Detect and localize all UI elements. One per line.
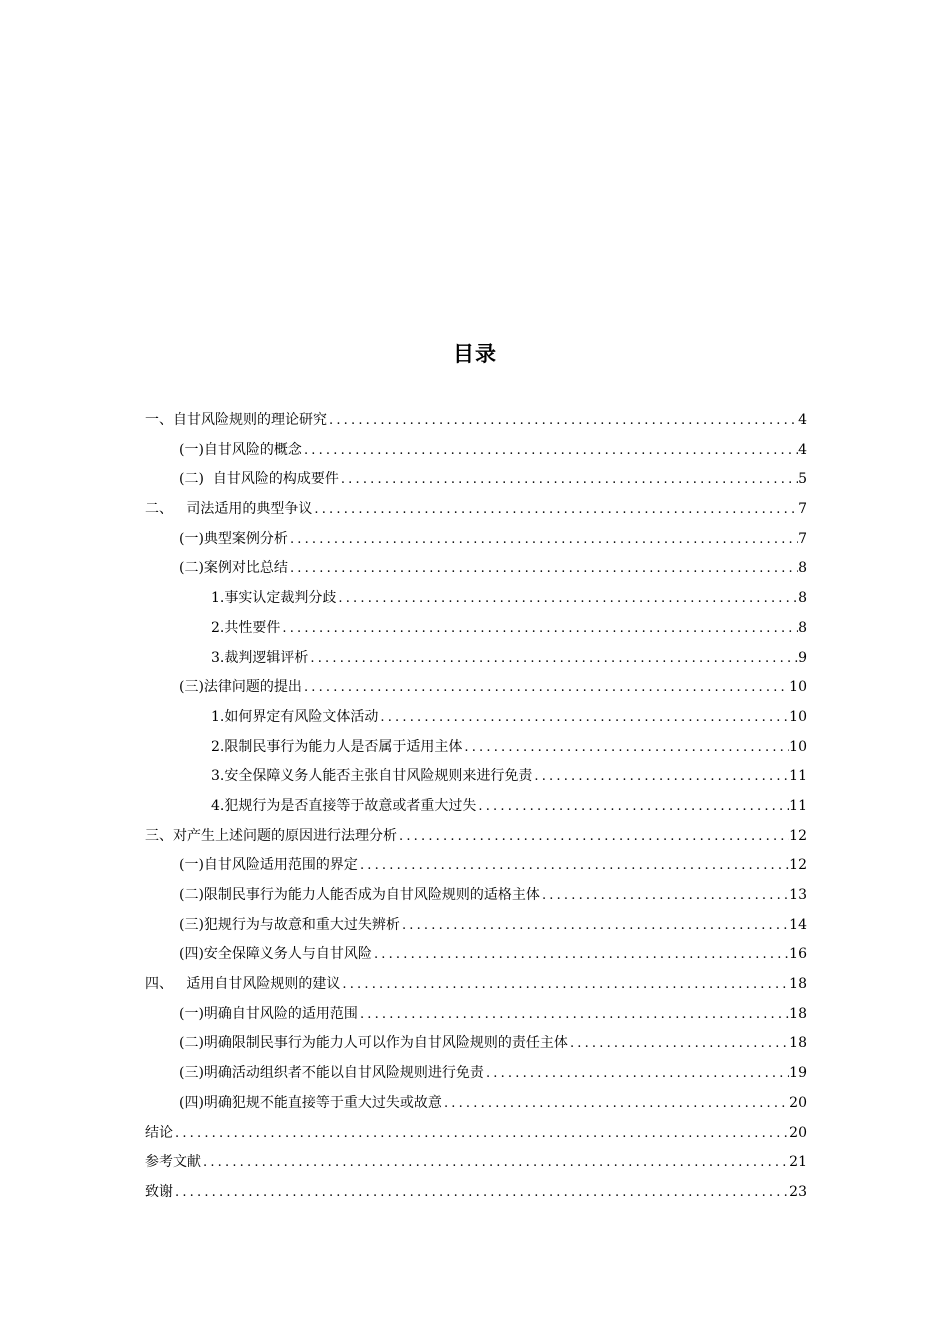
toc-entry[interactable] bbox=[145, 1148, 807, 1178]
toc-entry-label: 4.犯规行为是否直接等于故意或者重大过失 bbox=[211, 797, 477, 814]
toc-dot-leader bbox=[358, 851, 789, 881]
toc-entry-page-number: 13 bbox=[789, 887, 807, 903]
toc-entry[interactable] bbox=[145, 465, 807, 495]
toc-dot-leader bbox=[302, 673, 789, 703]
toc-dot-leader bbox=[327, 406, 798, 436]
toc-dot-leader bbox=[397, 822, 789, 852]
toc-entry-label: 致谢 bbox=[145, 1183, 173, 1200]
toc-entry-label: (三)犯规行为与故意和重大过失辨析 bbox=[179, 916, 400, 933]
toc-entry-label: (三)法律问题的提出 bbox=[179, 679, 302, 696]
toc-entry-label: (一)自甘风险适用范围的界定 bbox=[179, 857, 358, 874]
toc-dot-leader bbox=[336, 584, 798, 614]
toc-dot-leader bbox=[302, 436, 798, 466]
toc-entry[interactable] bbox=[145, 614, 807, 644]
toc-entry[interactable] bbox=[145, 673, 807, 703]
toc-entry-page-number: 12 bbox=[789, 827, 807, 844]
toc-entry-page-number: 19 bbox=[789, 1065, 807, 1082]
table-of-contents bbox=[145, 406, 807, 1208]
toc-entry-page-number: 14 bbox=[789, 916, 807, 933]
toc-entry-label: (一)明确自甘风险的适用范围 bbox=[179, 1005, 358, 1022]
toc-entry-label: 3.裁判逻辑评析 bbox=[211, 649, 309, 666]
toc-entry-label: (二)案例对比总结 bbox=[179, 560, 288, 577]
toc-entry-page-number: 8 bbox=[798, 590, 807, 607]
toc-entry[interactable] bbox=[145, 703, 807, 733]
toc-entry-label: (三)明确活动组织者不能以自甘风险规则进行免责 bbox=[179, 1065, 484, 1082]
toc-entry-page-number: 7 bbox=[798, 501, 807, 518]
toc-entry[interactable] bbox=[145, 911, 807, 941]
toc-entry-page-number: 10 bbox=[789, 738, 807, 755]
toc-entry-page-number: 20 bbox=[789, 1124, 807, 1141]
toc-entry[interactable] bbox=[145, 644, 807, 674]
toc-entry-label: (一)自甘风险的概念 bbox=[179, 441, 302, 458]
toc-entry-label: (二)明确限制民事行为能力人可以作为自甘风险规则的责任主体 bbox=[179, 1035, 568, 1052]
toc-entry-page-number: 20 bbox=[789, 1094, 807, 1111]
toc-entry[interactable] bbox=[145, 970, 807, 1000]
toc-entry[interactable] bbox=[145, 1178, 807, 1208]
toc-entry[interactable] bbox=[145, 792, 807, 822]
toc-entry[interactable] bbox=[145, 851, 807, 881]
toc-entry-page-number: 11 bbox=[789, 797, 807, 814]
toc-dot-leader bbox=[280, 614, 798, 644]
toc-entry-label: 2.共性要件 bbox=[211, 619, 281, 636]
toc-entry-page-number: 10 bbox=[789, 679, 807, 696]
toc-entry[interactable] bbox=[145, 495, 807, 525]
toc-entry[interactable] bbox=[145, 525, 807, 555]
toc-entry-page-number: 21 bbox=[789, 1154, 807, 1171]
toc-entry-page-number: 4 bbox=[798, 441, 807, 458]
toc-entry-page-number: 8 bbox=[798, 560, 807, 577]
toc-entry-label: (一)典型案例分析 bbox=[179, 530, 288, 547]
toc-entry-page-number: 18 bbox=[789, 976, 807, 993]
toc-dot-leader bbox=[288, 554, 798, 584]
toc-dot-leader bbox=[358, 1000, 789, 1030]
toc-entry-page-number: 16 bbox=[789, 946, 807, 963]
toc-entry-label: 一、自甘风险规则的理论研究 bbox=[145, 412, 327, 428]
toc-dot-leader bbox=[442, 1089, 789, 1119]
toc-entry-page-number: 5 bbox=[798, 471, 807, 488]
toc-dot-leader bbox=[288, 525, 798, 555]
toc-entry[interactable] bbox=[145, 1089, 807, 1119]
toc-entry-page-number: 12 bbox=[789, 857, 807, 874]
toc-entry-page-number: 8 bbox=[798, 619, 807, 636]
toc-entry[interactable] bbox=[145, 1119, 807, 1149]
toc-dot-leader bbox=[462, 733, 789, 763]
toc-entry[interactable] bbox=[145, 436, 807, 466]
toc-entry-label: 3.安全保障义务人能否主张自甘风险规则来进行免责 bbox=[211, 768, 533, 785]
toc-entry-label: 三、对产生上述问题的原因进行法理分析 bbox=[145, 827, 397, 844]
toc-dot-leader bbox=[201, 1148, 789, 1178]
toc-entry-label: 1.事实认定裁判分歧 bbox=[211, 590, 337, 607]
toc-entry-label: 二、 司法适用的典型争议 bbox=[145, 501, 313, 518]
toc-entry-page-number: 11 bbox=[789, 768, 807, 785]
toc-entry-label: 2.限制民事行为能力人是否属于适用主体 bbox=[211, 738, 463, 755]
toc-entry-label: 结论 bbox=[145, 1124, 173, 1141]
toc-entry-page-number: 10 bbox=[789, 708, 807, 725]
toc-entry-page-number: 18 bbox=[789, 1035, 807, 1052]
toc-entry[interactable] bbox=[145, 1059, 807, 1089]
toc-title: 目录 bbox=[453, 342, 497, 366]
toc-entry[interactable] bbox=[145, 822, 807, 852]
toc-dot-leader bbox=[308, 644, 798, 674]
toc-dot-leader bbox=[476, 792, 789, 822]
toc-dot-leader bbox=[173, 1178, 789, 1208]
toc-entry[interactable] bbox=[145, 1000, 807, 1030]
toc-entry[interactable] bbox=[145, 584, 807, 614]
toc-entry[interactable] bbox=[145, 406, 807, 436]
toc-entry[interactable] bbox=[145, 940, 807, 970]
toc-entry-label: (二)限制民事行为能力人能否成为自甘风险规则的适格主体 bbox=[179, 887, 540, 903]
toc-dot-leader bbox=[173, 1119, 789, 1149]
toc-entry[interactable] bbox=[145, 733, 807, 763]
toc-dot-leader bbox=[532, 762, 789, 792]
toc-entry-label: (四)明确犯规不能直接等于重大过失或故意 bbox=[179, 1094, 442, 1111]
toc-entry-page-number: 23 bbox=[789, 1183, 807, 1200]
toc-dot-leader bbox=[372, 940, 789, 970]
toc-dot-leader bbox=[568, 1029, 789, 1059]
toc-entry-label: 1.如何界定有风险文体活动 bbox=[211, 708, 379, 725]
toc-dot-leader bbox=[378, 703, 789, 733]
toc-dot-leader bbox=[340, 970, 789, 1000]
toc-dot-leader bbox=[312, 495, 798, 525]
toc-dot-leader bbox=[540, 881, 789, 911]
toc-entry[interactable] bbox=[145, 881, 807, 911]
toc-entry[interactable] bbox=[145, 762, 807, 792]
toc-entry-page-number: 9 bbox=[798, 649, 807, 666]
toc-entry[interactable] bbox=[145, 1029, 807, 1059]
toc-dot-leader bbox=[400, 911, 789, 941]
toc-entry-page-number: 7 bbox=[798, 530, 807, 547]
toc-entry-label: (二) 自甘风险的构成要件 bbox=[179, 471, 339, 488]
toc-entry-label: (四)安全保障义务人与自甘风险 bbox=[179, 946, 372, 963]
toc-entry-label: 四、 适用自甘风险规则的建议 bbox=[145, 976, 341, 993]
toc-dot-leader bbox=[339, 465, 798, 495]
toc-dot-leader bbox=[484, 1059, 789, 1089]
toc-entry[interactable] bbox=[145, 554, 807, 584]
toc-entry-page-number: 4 bbox=[798, 412, 807, 428]
toc-entry-page-number: 18 bbox=[789, 1005, 807, 1022]
toc-entry-label: 参考文献 bbox=[145, 1154, 201, 1171]
